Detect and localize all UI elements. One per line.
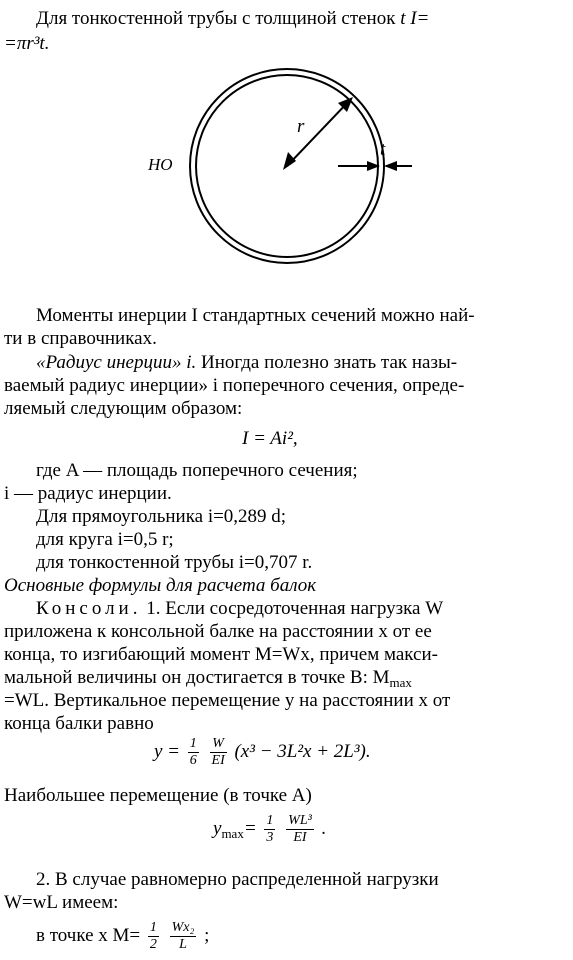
figure-number: НО <box>148 155 173 174</box>
thin-wall-tube-figure <box>0 0 573 300</box>
largest-line: Наибольшее перемещение (в точке A) <box>4 785 312 806</box>
frac-1-6: $\frac{1}{6}$ <box>189 736 197 769</box>
case2-line-2: W=wL имеем: <box>4 892 119 913</box>
radius-line-3: ляемый следующим образом: <box>4 398 243 419</box>
label-t: t <box>380 139 386 160</box>
circle-line: для круга i=0,5 r; <box>36 529 174 550</box>
cons-line-1: Консоли. 1. Если сосредоточенная нагрузка W <box>36 598 444 619</box>
moments-line-1: Моменты инерции I стандартных сечений можно най- <box>36 305 475 326</box>
radius-line-1: «Радиус инерции» i. Иногда полезно знать так назы- <box>36 352 458 373</box>
frac-W-EI: $\frac{W}{EI}$ <box>211 736 225 769</box>
where-line-2: i — радиус инерции. <box>4 483 172 504</box>
formula-I: I = Ai², <box>242 428 298 449</box>
frac-1-3: $\frac{1}{3}$ <box>266 813 274 846</box>
t-arrow-right-head <box>384 161 397 171</box>
tube-line: для тонкостенной трубы i=0,707 r. <box>36 552 313 573</box>
intro-line-2: =πr³t. <box>4 33 50 54</box>
rect-line: Для прямоугольника i=0,289 d; <box>36 506 287 527</box>
intro-line-1: Для тонкостенной трубы с толщиной стенок t I= <box>36 8 430 29</box>
cons-line-4: мальной величины он достигается в точке B: $M_{max}$ <box>4 667 412 690</box>
cons-line-2: приложена к консольной балке на расстоянии x от ее <box>4 621 432 642</box>
radius-arrow-head-center <box>283 152 296 170</box>
frac-Wx2-L: $\frac{\text{Wx₂}}{L}$ <box>171 920 195 953</box>
where-line-1: где A — площадь поперечного сечения; <box>36 460 358 481</box>
section-title: Основные формулы для расчета балок <box>4 575 317 596</box>
cons-line-3: конца, то изгибающий момент M=Wx, причем макси- <box>4 644 438 665</box>
frac-1-2: $\frac{1}{2}$ <box>149 920 157 953</box>
formula-M: в точке x M= $\frac{1}{2}$ $\frac{\text{Wx₂}}{L}$ ; <box>36 920 210 953</box>
label-r: r <box>297 116 305 137</box>
formula-y: y = $\frac{1}{6}$ $\frac{W}{EI}$ (x³ − 3L²x + 2L³). <box>154 736 371 769</box>
case2-line-1: 2. В случае равномерно распределенной нагрузки <box>36 869 439 890</box>
cons-line-6: конца балки равно <box>4 713 154 734</box>
cons-line-5: =WL. Вертикальное перемещение y на расстоянии x от <box>4 690 451 711</box>
moments-line-2: ти в справочниках. <box>4 328 157 349</box>
radius-line-2: ваемый радиус инерции» i поперечного сечения, опреде- <box>4 375 465 396</box>
frac-WL3-EI: $\frac{\text{WL³}}{EI}$ <box>288 813 312 846</box>
formula-ymax: $y_{max}=$ $\frac{1}{3}$ $\frac{\text{WL³}}{EI}$ . <box>213 813 327 846</box>
